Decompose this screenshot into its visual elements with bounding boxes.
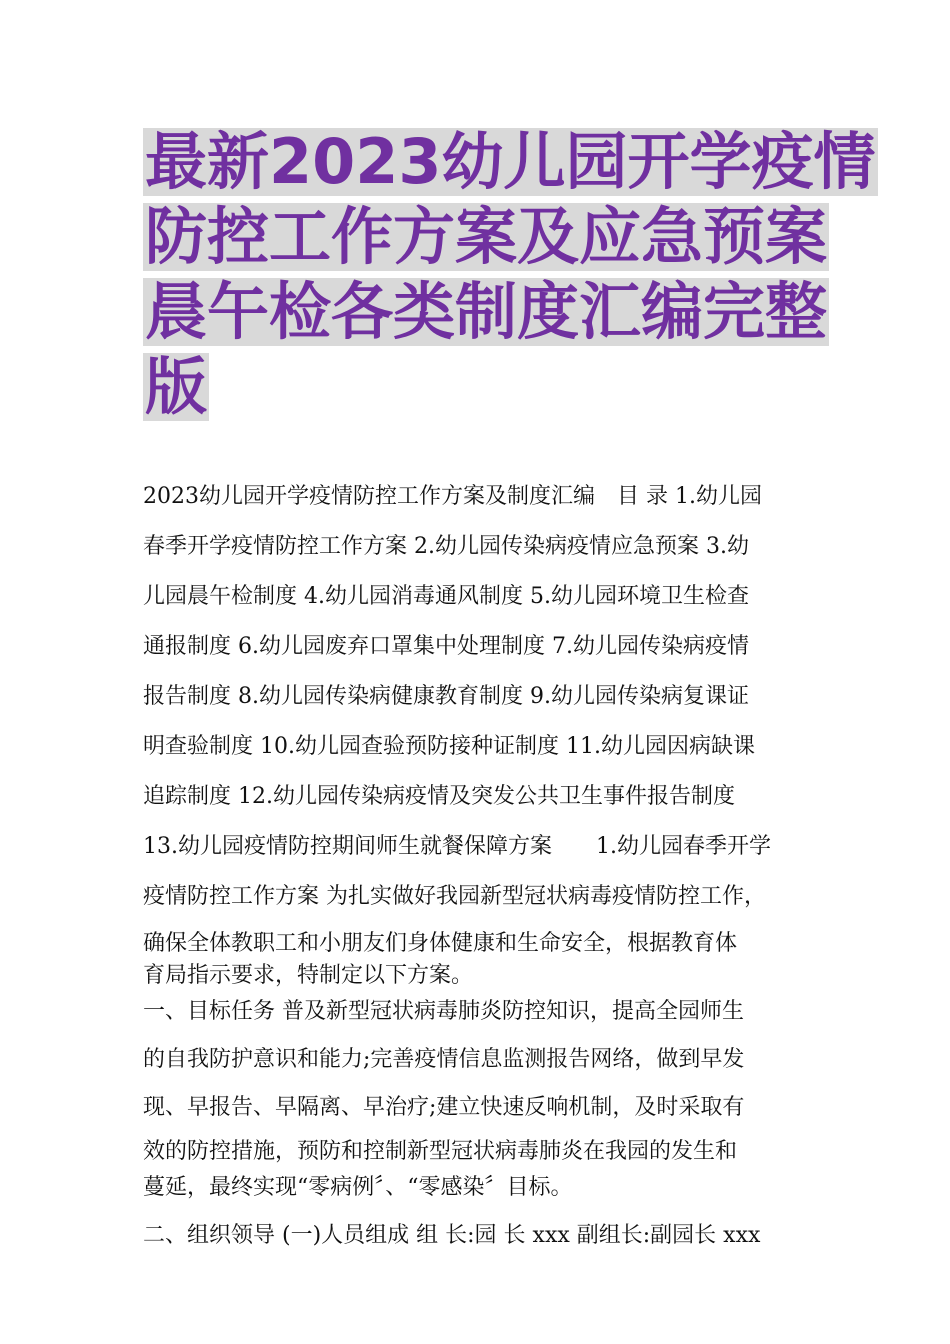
body-line-17: 二、组织领导 (一)人员组成 组 长:园 长 xxx 副组长:副园长 xxx xyxy=(143,1223,761,1248)
document-body xyxy=(143,478,815,1264)
title-line-4: 版 xyxy=(145,350,208,423)
body-line-14: 现、早报告、早隔离、早治疗;建立快速反响机制，及时采取有 xyxy=(143,1095,745,1120)
title-line-3: 晨午检各类制度汇编完整 xyxy=(145,275,828,348)
body-line-8: 13.幼儿园疫情防控期间师生就餐保障方案 1.幼儿园春季开学 xyxy=(143,834,771,859)
body-line-7: 追踪制度 12.幼儿园传染病疫情及突发公共卫生事件报告制度 xyxy=(143,784,735,809)
document-title xyxy=(143,125,876,428)
body-line-11: 育局指示要求，特制定以下方案。 xyxy=(143,963,474,988)
body-line-6: 明查验制度 10.幼儿园查验预防接种证制度 11.幼儿园因病缺课 xyxy=(143,734,755,759)
body-line-9: 疫情防控工作方案 为扎实做好我园新型冠状病毒疫情防控工作， xyxy=(143,884,766,909)
body-line-3: 儿园晨午检制度 4.幼儿园消毒通风制度 5.幼儿园环境卫生检查 xyxy=(143,584,749,609)
body-line-13: 的自我防护意识和能力;完善疫情信息监测报告网络，做到早发 xyxy=(143,1047,745,1072)
title-line-1: 最新2023幼儿园开学疫情 xyxy=(145,125,876,198)
body-line-15: 效的防控措施，预防和控制新型冠状病毒肺炎在我园的发生和 xyxy=(143,1139,738,1164)
body-line-2: 春季开学疫情防控工作方案 2.幼儿园传染病疫情应急预案 3.幼 xyxy=(143,534,749,559)
title-line-2: 防控工作方案及应急预案 xyxy=(145,200,828,273)
body-line-1: 2023幼儿园开学疫情防控工作方案及制度汇编 目 录 1.幼儿园 xyxy=(143,484,762,509)
body-line-10: 确保全体教职工和小朋友们身体健康和生命安全，根据教育体 xyxy=(143,931,738,956)
body-line-5: 报告制度 8.幼儿园传染病健康教育制度 9.幼儿园传染病复课证 xyxy=(143,684,749,709)
body-line-4: 通报制度 6.幼儿园废弃口罩集中处理制度 7.幼儿园传染病疫情 xyxy=(143,634,749,659)
body-line-16: 蔓延，最终实现“零病例〞、“零感染〞目标。 xyxy=(143,1175,573,1200)
body-line-12: 一、目标任务 普及新型冠状病毒肺炎防控知识，提高全园师生 xyxy=(143,999,744,1024)
